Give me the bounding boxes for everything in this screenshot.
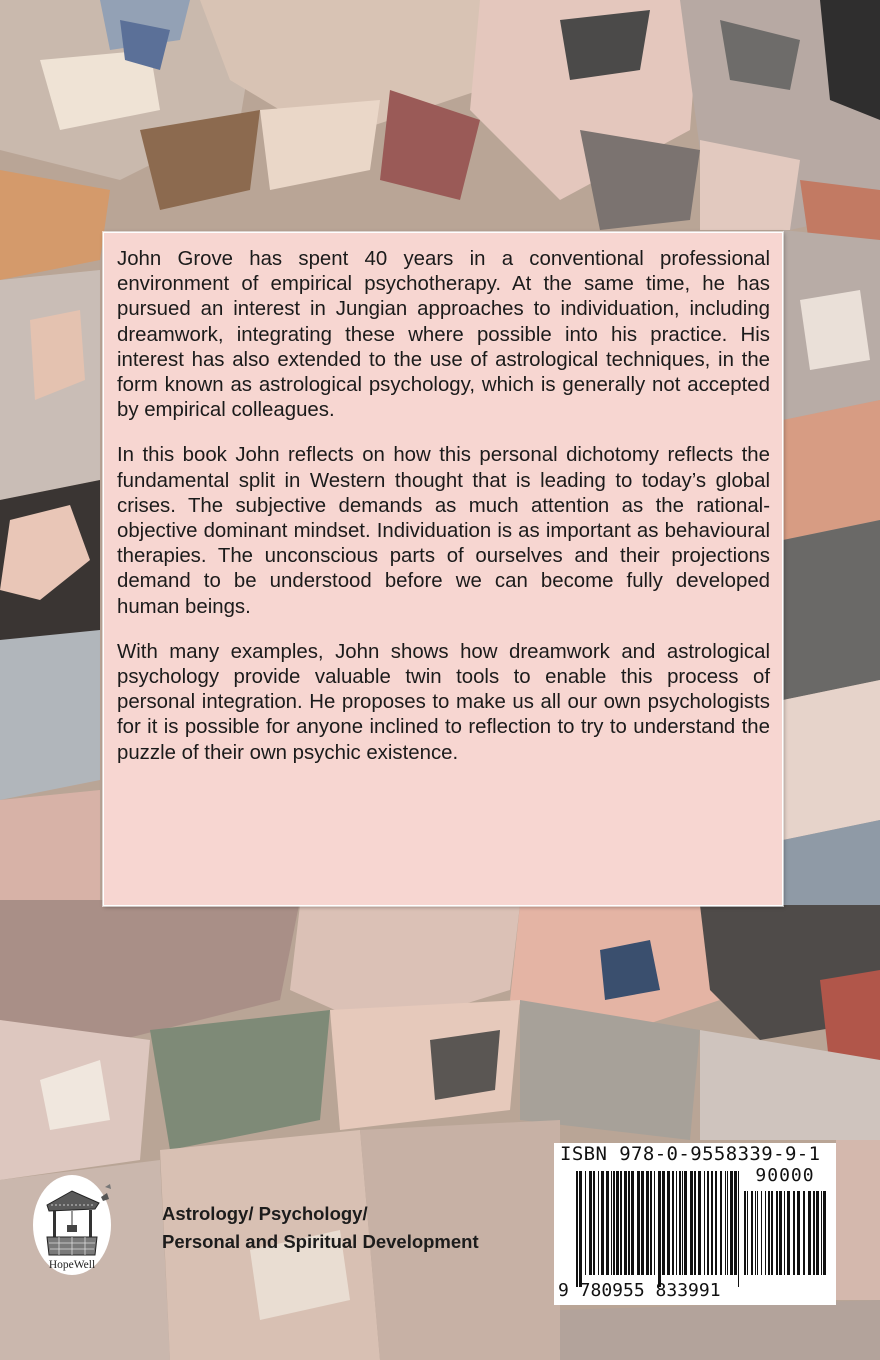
- subject-categories: [162, 1200, 479, 1256]
- barcode-bar: [585, 1171, 586, 1275]
- barcode-bar: [725, 1171, 726, 1275]
- barcode-bar: [816, 1191, 819, 1275]
- barcode-bar: [641, 1171, 644, 1275]
- subject-line: Astrology/ Psychology/: [162, 1203, 368, 1224]
- barcode-bar: [624, 1171, 627, 1275]
- barcode-bar: [707, 1171, 709, 1275]
- ean-digits: 9 780955 833991: [558, 1280, 721, 1301]
- barcode-bar: [761, 1191, 762, 1275]
- barcode-bar: [813, 1191, 815, 1275]
- publisher-logo: [33, 1175, 133, 1283]
- barcode-bar: [579, 1171, 582, 1287]
- addon-barcode-bars: [744, 1191, 826, 1287]
- barcode-bar: [631, 1171, 634, 1275]
- barcode-bar: [658, 1171, 661, 1287]
- barcode-bar: [821, 1191, 822, 1275]
- barcode-bar: [803, 1191, 805, 1275]
- barcode-bar: [779, 1191, 782, 1275]
- barcode-bar: [679, 1171, 681, 1275]
- barcode-bar: [787, 1191, 790, 1275]
- barcode-bar: [606, 1171, 609, 1275]
- barcode-bar: [620, 1171, 622, 1275]
- subject-line: Personal and Spiritual Development: [162, 1231, 479, 1252]
- barcode-bar: [690, 1171, 693, 1275]
- barcode-bar: [667, 1171, 670, 1275]
- barcode-bar: [744, 1191, 746, 1275]
- barcode-bar: [698, 1171, 701, 1275]
- barcode-bar: [672, 1171, 674, 1275]
- barcode-bar: [738, 1171, 739, 1287]
- barcode-bar: [637, 1171, 640, 1275]
- barcode-bar: [598, 1171, 599, 1275]
- barcode-bar: [771, 1191, 773, 1275]
- barcode-bar: [793, 1191, 795, 1275]
- barcode-bar: [715, 1171, 717, 1275]
- barcode-bar: [765, 1191, 766, 1275]
- barcode-bar: [720, 1171, 722, 1275]
- ean-barcode-bars: [576, 1171, 740, 1287]
- barcode-bar: [613, 1171, 615, 1275]
- barcode-bar: [682, 1171, 683, 1275]
- barcode-bar: [654, 1171, 655, 1275]
- publisher-name: HopeWell: [48, 1259, 96, 1271]
- barcode-bar: [576, 1171, 578, 1287]
- barcode-bar: [676, 1171, 677, 1275]
- barcode-bar: [734, 1171, 737, 1275]
- barcode-bar: [711, 1171, 713, 1275]
- barcode-bar: [755, 1191, 756, 1275]
- barcode-bar: [757, 1191, 758, 1275]
- barcode-bar: [727, 1171, 728, 1275]
- isbn-barcode: [554, 1143, 836, 1305]
- barcode-bar: [808, 1191, 811, 1275]
- blurb-panel: [103, 232, 783, 906]
- blurb-paragraph: With many examples, John shows how dreamwork and astrological psychology provide valuable twin tools to enable this process of personal integration. He proposes to make us all our own psychologists for it is possible for anyone inclined to reflection to try to understand the puzzle of their own psychic existence.: [117, 640, 770, 764]
- barcode-bar: [823, 1191, 826, 1275]
- barcode-bar: [704, 1171, 705, 1275]
- barcode-bar: [768, 1191, 770, 1275]
- barcode-bar: [650, 1171, 652, 1275]
- barcode-bar: [747, 1191, 748, 1275]
- barcode-bar: [694, 1171, 696, 1275]
- barcode-bar: [776, 1191, 778, 1275]
- barcode-bar: [730, 1171, 733, 1275]
- barcode-bar: [616, 1171, 619, 1275]
- blurb-paragraph: John Grove has spent 40 years in a conventional professional environment of empirical psychotherapy. At the same time, he has pursued an interest in Jungian approaches to individuation, including dreamwork, integrating these where possible into his practice. His interest has also extended to the use of astrological techniques, in the form known as astrological psychology, which is generally not accepted by empirical colleagues.: [117, 248, 770, 422]
- blurb-paragraph: In this book John reflects on how this personal dichotomy reflects the fundamental split in Western thought that is leading to today’s global crises. The subjective demands as much attention as the rational-objective dominant mindset. Individuation is as important as behavioural therapies. The unconscious parts of ourselves and their projections demand to be understood before we can become fully developed human beings.: [117, 444, 770, 618]
- isbn-label: ISBN 978-0-9558339-9-1: [560, 1143, 821, 1165]
- barcode-bar: [628, 1171, 630, 1275]
- barcode-bar: [593, 1171, 595, 1275]
- barcode-bar: [662, 1171, 665, 1275]
- barcode-bar: [784, 1191, 785, 1275]
- barcode-bar: [646, 1171, 649, 1275]
- barcode-bar: [611, 1171, 612, 1275]
- barcode-bar: [751, 1191, 753, 1275]
- barcode-bar: [797, 1191, 800, 1275]
- price-code: 90000: [755, 1165, 815, 1186]
- barcode-bar: [601, 1171, 604, 1275]
- barcode-bar: [684, 1171, 687, 1275]
- barcode-bar: [589, 1171, 592, 1275]
